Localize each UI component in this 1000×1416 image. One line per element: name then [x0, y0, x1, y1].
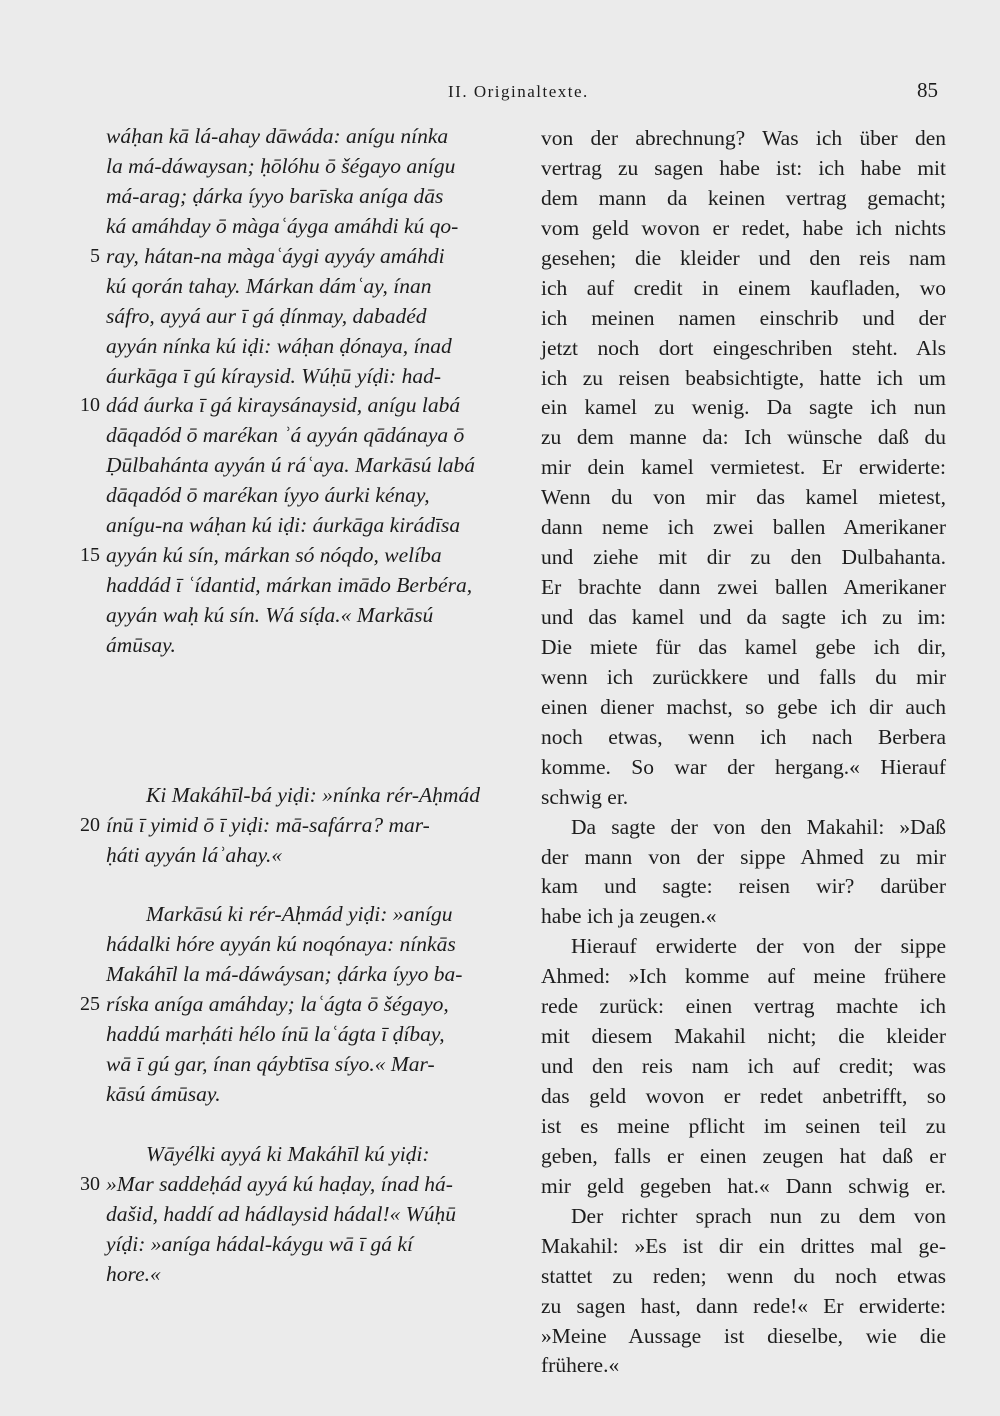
line-text: ist es meine pflicht im seinen teil zu [541, 1113, 946, 1138]
text-line [541, 753, 946, 783]
line-text: zu sagen hast, dann rede!« Er erwiderte: [541, 1293, 946, 1318]
line-text: noch etwas, wenn ich nach Berbera [541, 724, 946, 749]
line-text: das geld wovon er redet anbetrifft, so [541, 1084, 946, 1108]
line-text: wáḥan kā lá-ahay dāwáda: anígu nínka [106, 124, 449, 148]
text-line [541, 1172, 946, 1202]
text-line [106, 1260, 518, 1290]
line-text: Die miete für das kamel gebe ich dir, [541, 634, 946, 659]
text-line [106, 930, 518, 960]
text-line [106, 421, 518, 451]
text-line [106, 1200, 518, 1230]
text-line [80, 541, 518, 571]
line-text: hore.« [106, 1261, 161, 1286]
text-line [541, 1292, 946, 1322]
text-line [541, 393, 946, 423]
text-line [541, 1142, 946, 1172]
line-text: ayyán kú sín, márkan só nóqdo, welíba [106, 543, 442, 568]
text-line [106, 481, 518, 511]
page-number: 85 [917, 78, 938, 102]
line-text: mir dein kamel vermietest. Er erwiderte: [541, 455, 946, 480]
line-text: habe ich ja zeugen.« [541, 904, 717, 929]
text-line [541, 813, 946, 843]
line-text: ayyán waḥ kú sín. Wá síḍa.« Markāsú [106, 603, 434, 627]
text-line [541, 124, 946, 154]
text-line [541, 214, 946, 244]
line-text: kú qorán tahay. Márkan dámʿay, ínan [106, 273, 432, 298]
text-line [106, 362, 518, 392]
line-text: zu dem manne da: Ich wünsche daß du [541, 425, 946, 450]
line-text: Da sagte der von den Makahil: »Daß [571, 814, 946, 839]
text-line [106, 212, 518, 242]
text-line [106, 960, 518, 990]
line-text: dašid, haddí ad hádlaysid hádal!« Wúḥū [106, 1201, 456, 1226]
text-line [541, 154, 946, 184]
line-text: von der abrechnung? Was ich über den [541, 126, 946, 150]
blank-line [106, 870, 518, 900]
running-header [0, 78, 1000, 108]
line-text: haddú marḥáti hélo ínū laʿágta ī ḍíbay, [106, 1022, 445, 1047]
text-line [106, 332, 518, 362]
text-line [541, 1112, 946, 1142]
text-line [541, 304, 946, 334]
line-text: ríska aníga amáhday; laʿágta ō šégayo, [106, 992, 449, 1017]
line-text: komme. So war der hergang.« Hierauf [541, 754, 946, 779]
line-text: vom geld wovon er redet, habe ich nichts [541, 215, 946, 240]
text-line [80, 1170, 518, 1200]
blank-line [106, 661, 518, 691]
text-line [106, 781, 518, 811]
line-text: jetzt noch dort eingeschriben steht. Als [541, 335, 946, 360]
line-number: 20 [80, 813, 100, 836]
text-line [541, 1202, 946, 1232]
text-line [541, 1262, 946, 1292]
line-text: Makahil: »Es ist dir ein drittes mal ge- [541, 1233, 946, 1258]
text-line [541, 1232, 946, 1262]
line-text: »Mar saddeḥád ayyá kú haḍay, ínad há- [106, 1171, 453, 1196]
line-number: 30 [80, 1172, 100, 1195]
text-line [541, 274, 946, 304]
text-line [106, 511, 518, 541]
text-line [541, 184, 946, 214]
line-text: »Meine Aussage ist dieselbe, wie die [541, 1323, 946, 1348]
line-text: ich auf credit in einem kaufladen, wo [541, 275, 946, 300]
text-line [106, 1050, 518, 1080]
line-text: ínū ī yimid ō ī yiḍi: mā-safárra? mar- [106, 812, 430, 837]
line-text: Ki Makáhīl-bá yiḍi: »nínka rér-Aḥmád [146, 782, 480, 807]
line-text: Ahmed: »Ich komme auf meine frühere [541, 964, 946, 989]
text-line [80, 391, 518, 421]
text-line [106, 272, 518, 302]
line-text: und den reis nam ich auf credit; was [541, 1054, 946, 1079]
text-line [541, 423, 946, 453]
text-line [106, 900, 518, 930]
text-line [541, 364, 946, 394]
line-text: frühere.« [541, 1353, 620, 1378]
text-line [541, 1022, 946, 1052]
line-text: Hierauf erwiderte der von der sippe [571, 934, 946, 959]
line-text: áurkāga ī gú kíraysid. Wúḥū yíḍi: had- [106, 363, 441, 388]
line-text: stattet zu reden; wenn du noch etwas [541, 1263, 946, 1288]
text-line [541, 723, 946, 753]
line-number: 5 [90, 244, 100, 267]
line-text: ich zu reisen beabsichtigte, hatte ich um [541, 365, 946, 390]
line-text: der mann von der sippe Ahmed zu mir [541, 844, 946, 869]
line-number: 25 [80, 993, 100, 1016]
text-line [541, 693, 946, 723]
text-line [541, 573, 946, 603]
line-text: ray, hátan-na màgaʿáygi ayyáy amáhdi [106, 243, 445, 268]
line-text: und das kamel und da sagte ich zu im: [541, 605, 946, 629]
blank-line [106, 1110, 518, 1140]
line-text: Ḍūlbahánta ayyán ú ráʿaya. Markāsú labá [106, 453, 476, 478]
text-line [106, 631, 518, 661]
line-text: haddád ī ʿídantid, márkan imādo Berbéra, [106, 573, 473, 598]
line-text: kam und sagte: reisen wir? darüber [541, 874, 946, 899]
running-title: II. Originaltexte. [448, 82, 589, 101]
line-text: Der richter sprach nun zu dem von [571, 1203, 946, 1228]
line-text: schwig er. [541, 784, 629, 809]
text-line [106, 451, 518, 481]
text-line [106, 302, 518, 332]
text-line [106, 122, 518, 152]
text-line [106, 571, 518, 601]
line-text: Wāyélki ayyá ki Makáhīl kú yiḍi: [146, 1141, 430, 1166]
line-text: anígu-na wáḥan kú iḍi: áurkāga kirádīsa [106, 513, 461, 538]
blank-line [106, 691, 518, 721]
line-text: yíḍi: »aníga hádal-káygu wā ī gá kí [106, 1231, 413, 1256]
text-line [90, 242, 518, 272]
text-line [541, 603, 946, 633]
text-line [541, 1082, 946, 1112]
text-line [541, 663, 946, 693]
line-text: la má-dáwaysan; ḥōlóhu ō šégayo anígu [106, 153, 456, 178]
text-line [541, 962, 946, 992]
text-line [106, 841, 518, 871]
line-text: ámūsay. [106, 632, 176, 657]
line-text: dád áurka ī gá kiraysánaysid, anígu labá [106, 393, 461, 418]
text-line [106, 1140, 518, 1170]
line-text: dāqadód ō marékan ʾá ayyán qādánaya ō [106, 423, 465, 448]
text-line [106, 1230, 518, 1260]
text-line [541, 513, 946, 543]
text-line [541, 1351, 946, 1381]
text-line [541, 872, 946, 902]
line-text: ká amáhday ō màgaʿáyga amáhdi kú qo- [106, 213, 459, 238]
text-line [80, 990, 518, 1020]
line-text: mit diesem Makahil nicht; die kleider [541, 1024, 946, 1049]
line-text: geben, falls er einen zeugen hat daß er [541, 1143, 946, 1168]
text-line [541, 633, 946, 663]
line-text: ein kamel zu wenig. Da sagte ich nun [541, 395, 946, 420]
line-text: dāqadód ō marékan íyyo áurki kénay, [106, 483, 430, 508]
line-text: vertrag zu sagen habe ist: ich habe mit [541, 155, 946, 180]
line-text: Wenn du von mir das kamel mietest, [541, 485, 946, 510]
text-line [541, 932, 946, 962]
blank-line [106, 751, 518, 781]
somali-text-column [80, 122, 518, 1290]
line-text: Markāsú ki rér-Aḥmád yiḍi: »anígu [146, 902, 453, 927]
text-line [541, 902, 946, 932]
text-line [541, 783, 946, 813]
line-text: mir geld gegeben hat.« Dann schwig er. [541, 1173, 946, 1198]
text-line [541, 992, 946, 1022]
line-text: kāsú ámūsay. [106, 1082, 221, 1106]
text-line [106, 601, 518, 631]
text-line [541, 1052, 946, 1082]
line-text: wenn ich zurückkere und falls du mir [541, 664, 946, 689]
text-line [80, 811, 518, 841]
line-text: sáfro, ayyá aur ī gá ḍínmay, dabadéd [106, 303, 427, 328]
line-text: ḥáti ayyán láʾahay.« [106, 842, 283, 867]
line-text: und ziehe mit dir zu den Dulbahanta. [541, 545, 946, 570]
line-text: gesehen; die kleider und den reis nam [541, 245, 946, 270]
line-text: má-arag; ḍárka íyyo barīska aníga dās [106, 183, 444, 208]
text-line [541, 453, 946, 483]
line-number: 10 [80, 394, 100, 417]
line-text: ich meinen namen einschrib und der [541, 305, 946, 330]
text-line [106, 1080, 518, 1110]
text-line [541, 843, 946, 873]
text-line [106, 152, 518, 182]
line-text: hádalki hóre ayyán kú noqónaya: nínkās [106, 932, 456, 957]
blank-line [106, 721, 518, 751]
line-text: ayyán nínka kú iḍi: wáḥan ḍónaya, ínad [106, 333, 452, 358]
text-line [541, 334, 946, 364]
line-text: rede zurück: einen vertrag machte ich [541, 994, 946, 1019]
line-number: 15 [80, 544, 100, 567]
line-text: einen diener machst, so gebe ich dir auch [541, 694, 946, 719]
text-line [541, 1322, 946, 1352]
line-text: Er brachte dann zwei ballen Amerikaner [541, 575, 946, 600]
german-translation-column [541, 124, 946, 1381]
text-line [106, 1020, 518, 1050]
line-text: dem mann da keinen vertrag gemacht; [541, 185, 946, 210]
text-line [106, 182, 518, 212]
line-text: wā ī gú gar, ínan qáybtīsa síyo.« Mar- [106, 1052, 435, 1077]
text-line [541, 483, 946, 513]
text-line [541, 244, 946, 274]
text-line [541, 543, 946, 573]
line-text: dann neme ich zwei ballen Amerikaner [541, 515, 946, 540]
line-text: Makáhīl la má-dáwáysan; ḍárka íyyo ba- [106, 962, 463, 987]
